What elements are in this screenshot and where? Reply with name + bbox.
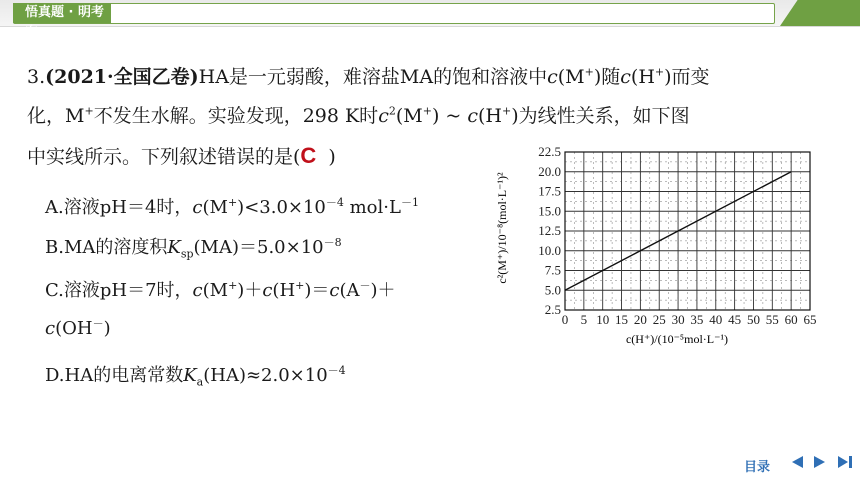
- option-d: D.HA的电离常数$K_a(HA)\approx 2.0\times 10^{-4}$: [45, 364, 346, 389]
- question-line-3: 中实线所示。下列叙述错误的是(C ): [27, 143, 336, 168]
- y-tick-label: 17.5: [538, 183, 561, 199]
- x-tick-label: 20: [633, 312, 647, 327]
- y-tick-label: 12.5: [538, 223, 561, 238]
- y-tick-label: 10.0: [538, 242, 561, 258]
- x-tick-label: 45: [728, 312, 742, 327]
- y-axis-label: c²(M⁺)/10⁻⁸(mol·L⁻¹)²: [495, 172, 509, 284]
- x-tick-label: 15: [615, 312, 629, 327]
- x-tick-label: 60: [784, 312, 798, 327]
- footer-nav: [0, 447, 860, 484]
- y-tick-label: 2.5: [544, 302, 561, 317]
- last-page-icon[interactable]: [837, 455, 855, 469]
- x-tick-label: 30: [671, 312, 685, 327]
- x-tick-label: 0: [561, 312, 569, 327]
- y-tick-label: 22.5: [538, 144, 561, 159]
- y-tick-label: 20.0: [538, 163, 561, 179]
- x-tick-label: 50: [746, 312, 760, 327]
- x-tick-label: 55: [765, 312, 779, 327]
- x-tick-label: 5: [580, 312, 588, 327]
- header-corner-decoration: [780, 0, 860, 26]
- option-c-line-1: C.溶液pH＝7时，c(M+)＋c(H+)＝c(A－)＋: [45, 279, 396, 301]
- option-a: A.溶液pH＝4时，$c(M^+)<3.0\times 10^{-4}$ $mol\cdot L^{-1}$: [45, 196, 419, 218]
- y-tick-label: 5.0: [544, 282, 561, 298]
- section-title: 悟真题 · 明考向: [13, 3, 111, 23]
- toc-link[interactable]: 目录: [744, 460, 771, 475]
- header-bar: [0, 0, 860, 40]
- question-line-2: 化，M+不发生水解。实验发现，298 K时$c^2(M^+)$ ~ c(H+)为线性关系，如下图: [27, 104, 690, 127]
- x-tick-label: 65: [803, 312, 817, 327]
- previous-icon[interactable]: [790, 455, 804, 469]
- x-tick-label: 35: [690, 312, 704, 327]
- answer-label: C: [300, 143, 317, 168]
- chart: [490, 140, 830, 360]
- x-tick-label: 25: [652, 312, 666, 327]
- question-line-1: 3.(2021·全国乙卷)HA是一元弱酸，难溶盐MA的饱和溶液中c(M+)随c(H+)而变: [27, 65, 710, 88]
- x-tick-label: 40: [709, 312, 723, 327]
- option-c-line-2: c(OH－): [45, 317, 111, 339]
- y-tick-labels: [538, 144, 561, 317]
- option-b: B.MA的溶度积$K_{sp}(MA)=5.0\times 10^{-8}$: [45, 236, 342, 261]
- y-tick-label: 15.0: [538, 203, 561, 219]
- y-tick-label: 7.5: [544, 262, 561, 278]
- x-axis-label: c(H⁺)/(10⁻⁵mol·L⁻¹): [625, 332, 729, 346]
- x-tick-labels: [562, 312, 817, 327]
- section-tag: [13, 3, 775, 40]
- chart-grid: [565, 152, 810, 310]
- x-tick-label: 10: [596, 312, 610, 327]
- next-icon[interactable]: [813, 455, 827, 469]
- line-chart-svg: [490, 140, 830, 360]
